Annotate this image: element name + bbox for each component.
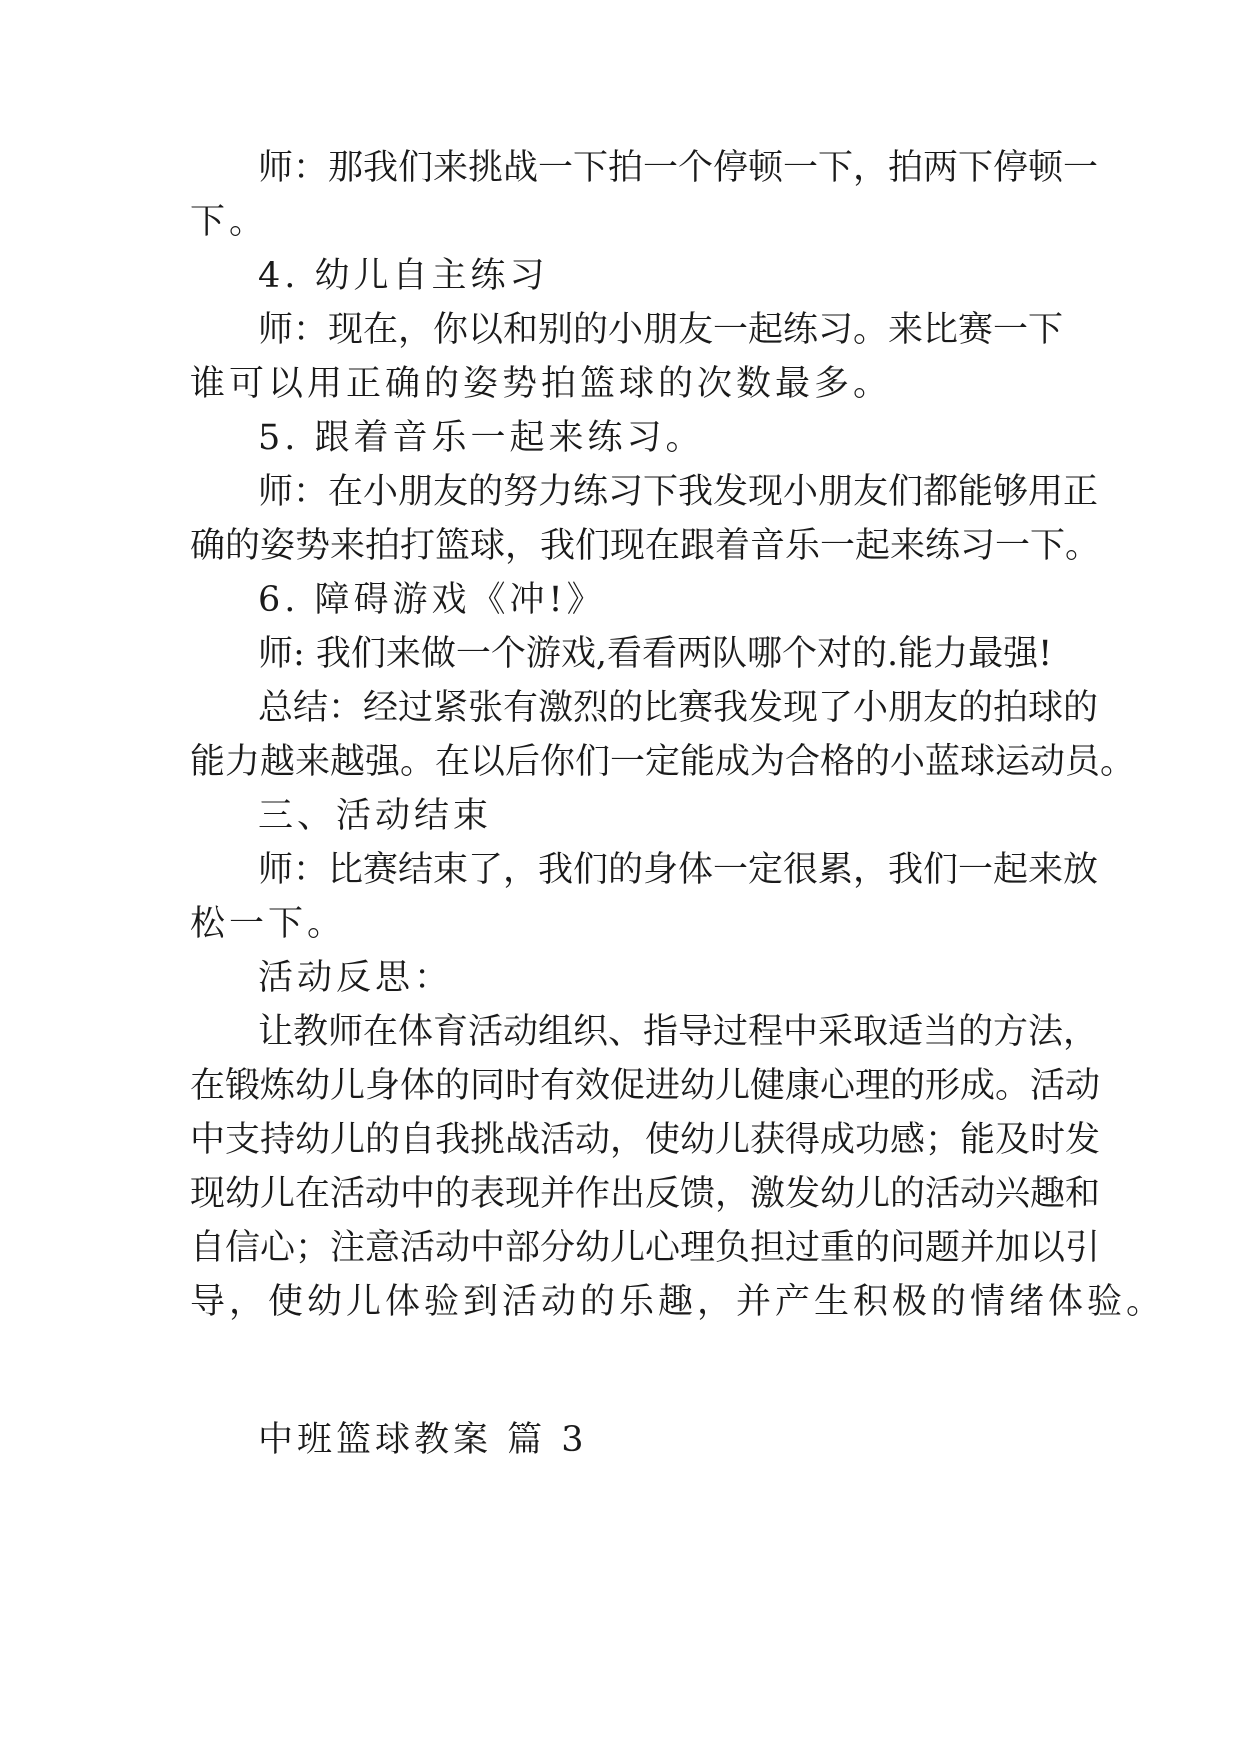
paragraph-line: 师: 我们来做一个游戏,看看两队哪个对的.能力最强! bbox=[258, 634, 1053, 674]
section-heading: 4. 幼儿自主练习 bbox=[258, 256, 549, 296]
paragraph-line: 确的姿势来拍打篮球，我们现在跟着音乐一起来练习一下。 bbox=[190, 526, 1101, 566]
paragraph-line: 导，使幼儿体验到活动的乐趣，并产生积极的情绪体验。 bbox=[190, 1282, 1166, 1322]
paragraph-line: 谁可以用正确的姿势拍篮球的次数最多。 bbox=[190, 364, 893, 404]
section-heading: 6. 障碍游戏《冲!》 bbox=[258, 580, 606, 620]
section-heading: 5. 跟着音乐一起来练习。 bbox=[258, 418, 705, 458]
paragraph-line: 松一下。 bbox=[190, 904, 347, 944]
paragraph-line: 总结：经过紧张有激烈的比赛我发现了小朋友的拍球的 bbox=[258, 688, 1099, 728]
paragraph-line: 在锻炼幼儿身体的同时有效促进幼儿健康心理的形成。活动 bbox=[190, 1066, 1101, 1106]
paragraph-line: 师：比赛结束了，我们的身体一定很累，我们一起来放 bbox=[258, 850, 1099, 890]
paragraph-line: 现幼儿在活动中的表现并作出反馈，激发幼儿的活动兴趣和 bbox=[190, 1174, 1101, 1214]
paragraph-line: 下。 bbox=[190, 202, 269, 242]
paragraph-line: 让教师在体育活动组织、指导过程中采取适当的方法， bbox=[258, 1012, 1099, 1052]
paragraph-line: 师：那我们来挑战一下拍一个停顿一下，拍两下停顿一 bbox=[258, 148, 1099, 188]
paragraph-line: 师：现在，你以和别的小朋友一起练习。来比赛一下 bbox=[258, 310, 1064, 350]
section-heading: 三、活动结束 bbox=[258, 796, 493, 836]
paragraph-line: 中支持幼儿的自我挑战活动，使幼儿获得成功感；能及时发 bbox=[190, 1120, 1101, 1160]
section-heading: 活动反思： bbox=[258, 958, 454, 998]
paragraph-line: 自信心；注意活动中部分幼儿心理负担过重的问题并加以引 bbox=[190, 1228, 1101, 1268]
paragraph-line: 师：在小朋友的努力练习下我发现小朋友们都能够用正 bbox=[258, 472, 1099, 512]
section-title: 中班篮球教案 篇 3 bbox=[258, 1420, 588, 1460]
paragraph-line: 能力越来越强。在以后你们一定能成为合格的小蓝球运动员。 bbox=[190, 742, 1136, 782]
